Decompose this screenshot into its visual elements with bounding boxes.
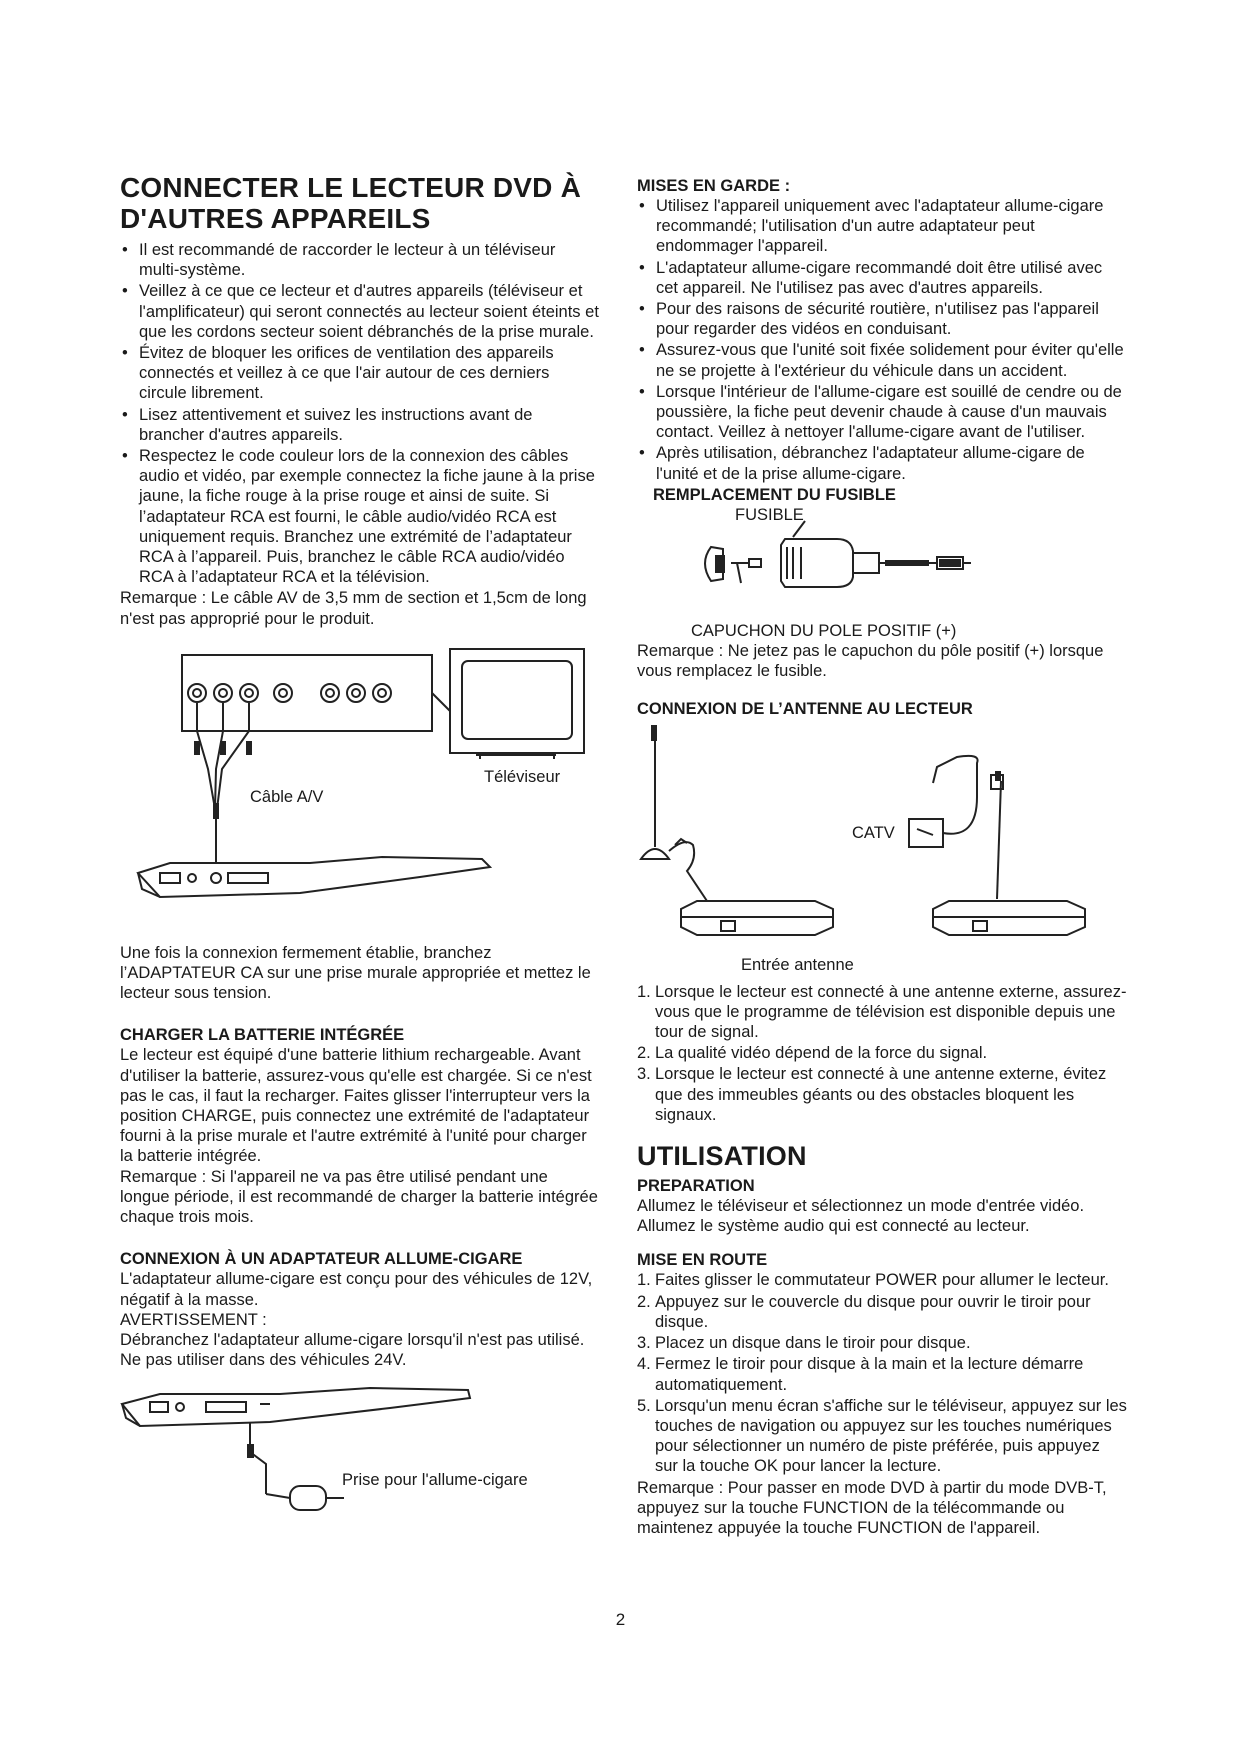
cigar-text: L'adaptateur allume-cigare est conçu pour des véhicules de 12V, négatif à la masse. (120, 1270, 593, 1309)
remark-av-cable: Remarque : Le câble AV de 3,5 mm de section et 1,5cm de long n'est pas approprié pour le produit. (120, 589, 587, 628)
start-steps (637, 1270, 1127, 1476)
battery-text: Le lecteur est équipé d'une batterie lithium rechargeable. Avant d'utiliser la batterie, assurez-vous qu'elle est chargée. Si ce n'est pas le cas, il faut la recharger. Faites glisser l'interrupteur vers la position CHARGE, puis connectez une extrémité de l'adaptateur fourni à la prise murale et l'autre extrémité à l'unité pour charger la batterie intégrée. (120, 1046, 592, 1166)
start-heading: MISE EN ROUTE (637, 1251, 768, 1270)
antenna-notes (637, 982, 1127, 1125)
list-item: 4. Fermez le tiroir pour disque à la main et la lecture démarre automatiquement. (637, 1355, 1084, 1394)
cigar-heading: CONNEXION À UN ADAPTATEUR ALLUME-CIGARE (120, 1250, 523, 1269)
list-item: 3. Placez un disque dans le tiroir pour disque. (637, 1334, 971, 1353)
label-av-cable: Câble A/V (250, 787, 324, 806)
list-item: 5. Lorsqu'un menu écran s'affiche sur le téléviseur, appuyez sur les touches de navigation ou appuyez sur les touches numériques pour sélectionner un numéro de piste préférée, puis appuyez sur la touche OK pour lancer la lecture. (637, 1396, 1127, 1476)
list-item: 2. La qualité vidéo dépend de la force du signal. (637, 1044, 988, 1063)
label-catv: CATV (852, 824, 895, 843)
fuse-diagram (637, 505, 1127, 621)
after-connect-text: Une fois la connexion fermement établie, branchez l’ADAPTATEUR CA sur une prise murale appropriée et mettez le lecteur sous tension. (120, 943, 591, 1003)
section-title-usage: UTILISATION (637, 1141, 807, 1172)
tv-connection-figure (120, 641, 600, 943)
list-item: 2. Appuyez sur le couvercle du disque pour ouvrir le tiroir pour disque. (637, 1292, 1091, 1331)
label-fuse: FUSIBLE (735, 505, 804, 524)
list-item: • Assurez-vous que l'unité soit fixée solidement pour éviter qu'elle ne se projette à l'extérieur du véhicule dans un accident. (637, 340, 1127, 380)
cigar-figure (120, 1382, 600, 1532)
left-column (120, 172, 600, 1532)
list-item: • Il est recommandé de raccorder le lecteur à un téléviseur multi-système. (120, 240, 600, 280)
prep-heading: PREPARATION (637, 1177, 755, 1196)
tv-connection-diagram (120, 641, 600, 943)
cigar-warning-text: Débranchez l'adaptateur allume-cigare lorsqu'il n'est pas utilisé. Ne pas utiliser dans des véhicules 24V. (120, 1330, 585, 1370)
antenna-heading: CONNEXION DE L’ANTENNE AU LECTEUR (637, 700, 973, 719)
antenna-figure (637, 719, 1127, 951)
list-item: • Lorsque l'intérieur de l'allume-cigare est souillé de cendre ou de poussière, la fiche peut devenir chaude à cause d'un mauvais contact. Veillez à nettoyer l'allume-cigare avant de l'utiliser. (637, 382, 1127, 443)
battery-heading: CHARGER LA BATTERIE INTÉGRÉE (120, 1026, 405, 1045)
list-item: • Après utilisation, débranchez l'adaptateur allume-cigare de l'unité et de la prise allume-cigare. (637, 443, 1127, 483)
label-positive-cap: CAPUCHON DU POLE POSITIF (+) (691, 621, 957, 640)
list-item: 1. Faites glisser le commutateur POWER pour allumer le lecteur. (637, 1271, 1109, 1290)
list-item: • Pour des raisons de sécurité routière, n'utilisez pas l'appareil pour regarder des vidéos en conduisant. (637, 299, 1127, 339)
list-item: • Lisez attentivement et suivez les instructions avant de brancher d'autres appareils. (120, 405, 600, 445)
label-cigar-socket: Prise pour l'allume-cigare (342, 1471, 528, 1490)
battery-remark: Remarque : Si l'appareil ne va pas être utilisé pendant une longue période, il est recommandé de charger la batterie intégrée chaque trois mois. (120, 1167, 598, 1227)
fuse-figure (637, 505, 1127, 621)
list-item: • L'adaptateur allume-cigare recommandé doit être utilisé avec cet appareil. Ne l'utilisez pas avec d'autres appareils. (637, 258, 1127, 298)
list-item: • Respectez le code couleur lors de la connexion des câbles audio et vidéo, par exemple connectez la fiche jaune à la prise jaune, la fiche rouge à la prise rouge et ainsi de suite. Si l’adaptateur RCA est fourni, le câble audio/vidéo RCA est uniquement requis. Branchez une extrémité de l’adaptateur RCA à l’appareil. Puis, branchez le câble RCA audio/vidéo RCA à l’adaptateur RCA et la télévision. (120, 446, 600, 587)
usage-remark: Remarque : Pour passer en mode DVD à partir du mode DVB-T, appuyez sur la touche FUNCTION de la télécommande ou maintenez appuyée la touche FUNCTION de l'appareil. (637, 1478, 1107, 1537)
label-antenna-input: Entrée antenne (741, 956, 854, 975)
prep-text: Allumez le téléviseur et sélectionnez un mode d'entrée vidéo. Allumez le système audio qui est connecté au lecteur. (637, 1197, 1085, 1236)
warnings-list (637, 196, 1127, 484)
list-item: • Veillez à ce que ce lecteur et d'autres appareils (téléviseur et l'amplificateur) qui seront connectés au lecteur soient éteints et que les cordons secteur soient débranchés de la prise murale. (120, 281, 600, 342)
fuse-remark: Remarque : Ne jetez pas le capuchon du pôle positif (+) lorsque vous remplacez le fusible. (637, 642, 1104, 681)
right-column (637, 172, 1127, 1538)
fuse-heading: REMPLACEMENT DU FUSIBLE (653, 485, 896, 504)
page-number: 2 (615, 1610, 626, 1629)
list-item: • Évitez de bloquer les orifices de ventilation des appareils connectés et veillez à ce que l'air autour de ces derniers circule librement. (120, 343, 600, 404)
connect-bullets (120, 240, 600, 587)
list-item: 1. Lorsque le lecteur est connecté à une antenne externe, assurez-vous que le programme de télévision est disponible depuis une tour de signal. (637, 982, 1127, 1042)
cigar-adapter-diagram (120, 1382, 600, 1532)
warnings-heading: MISES EN GARDE : (637, 177, 791, 195)
label-tv: Téléviseur (484, 767, 561, 786)
list-item: • Utilisez l'appareil uniquement avec l'adaptateur allume-cigare recommandé; l'utilisation d'un autre adaptateur peut endommager l'appareil. (637, 196, 1127, 257)
cigar-warning-label: AVERTISSEMENT : (120, 1310, 267, 1329)
section-title-connect: CONNECTER LE LECTEUR DVD À D'AUTRES APPAREILS (120, 172, 581, 234)
list-item: 3. Lorsque le lecteur est connecté à une antenne externe, évitez que des immeubles géants ou des obstacles bloquent les signaux. (637, 1065, 1107, 1124)
